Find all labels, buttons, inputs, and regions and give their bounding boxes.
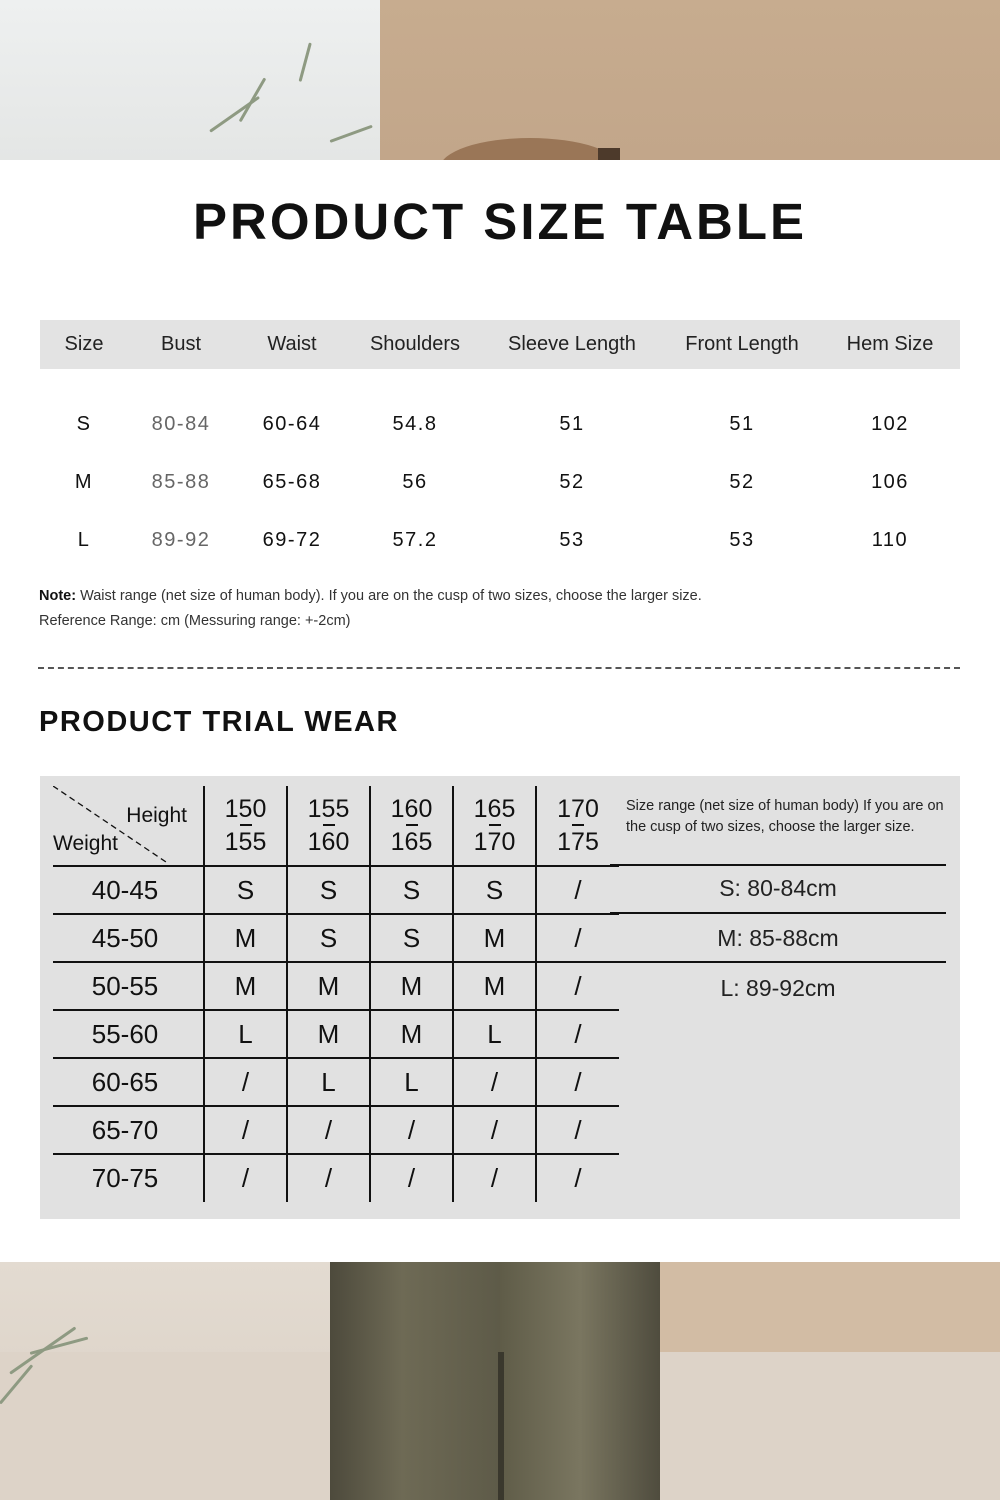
- cell-shoulders: 57.2: [392, 528, 438, 551]
- side-divider: [610, 864, 946, 866]
- size-cell: /: [536, 914, 619, 962]
- trial-wear-grid: [53, 786, 619, 1202]
- photo-wall: [380, 0, 1000, 160]
- note-reference: Reference Range: cm (Messuring range: +-2cm): [39, 613, 351, 629]
- size-cell: /: [287, 1154, 370, 1202]
- photo-sky: [0, 0, 380, 160]
- size-cell: /: [453, 1106, 536, 1154]
- weight-label-cell: 60-65: [53, 1058, 204, 1106]
- bottom-product-photo: [0, 1262, 1000, 1500]
- side-divider: [610, 961, 946, 963]
- size-cell: S: [370, 914, 453, 962]
- size-cell: /: [536, 1106, 619, 1154]
- photo-jeans-right-leg: [500, 1262, 660, 1500]
- note-text: Waist range (net size of human body). If you are on the cusp of two sizes, choose the larger size.: [76, 588, 702, 604]
- size-cell: M: [204, 914, 287, 962]
- size-cell: /: [370, 1106, 453, 1154]
- weight-label-cell: 70-75: [53, 1154, 204, 1202]
- cell-hem-size: 102: [871, 412, 909, 435]
- cell-size: S: [76, 412, 92, 435]
- size-cell: L: [204, 1010, 287, 1058]
- weight-label-cell: 40-45: [53, 866, 204, 914]
- weight-label-cell: 65-70: [53, 1106, 204, 1154]
- size-cell: L: [453, 1010, 536, 1058]
- cell-hem-size: 110: [871, 528, 909, 551]
- size-cell: /: [536, 962, 619, 1010]
- size-cell: /: [536, 866, 619, 914]
- photo-jeans-left-leg: [330, 1262, 510, 1500]
- weight-row: [53, 914, 619, 962]
- size-cell: S: [370, 866, 453, 914]
- note-label: Note:: [39, 588, 77, 604]
- cell-sleeve-length: 53: [559, 528, 585, 551]
- size-cell: S: [287, 914, 370, 962]
- size-table: [40, 320, 960, 569]
- photo-jeans-gap: [498, 1352, 504, 1500]
- size-cell: /: [370, 1154, 453, 1202]
- size-cell: /: [453, 1154, 536, 1202]
- size-cell: M: [287, 962, 370, 1010]
- weight-label: Weight: [53, 832, 118, 855]
- photo-wall: [620, 1262, 1000, 1352]
- table-row: [40, 395, 960, 453]
- cell-size: M: [74, 470, 94, 493]
- size-cell: /: [204, 1058, 287, 1106]
- range-s: S: 80-84cm: [719, 875, 837, 901]
- size-cell: /: [536, 1154, 619, 1202]
- header-shoulders: Shoulders: [350, 320, 480, 369]
- height-column-header: 155 160: [287, 786, 370, 866]
- cell-bust: 85-88: [151, 470, 211, 493]
- header-front-length: Front Length: [664, 320, 820, 369]
- size-cell: M: [370, 962, 453, 1010]
- cell-sleeve-length: 51: [559, 412, 585, 435]
- weight-label-cell: 55-60: [53, 1010, 204, 1058]
- range-m: M: 85-88cm: [717, 925, 839, 951]
- size-cell: M: [453, 962, 536, 1010]
- cell-bust: 80-84: [151, 412, 211, 435]
- size-cell: S: [287, 866, 370, 914]
- size-cell: /: [204, 1106, 287, 1154]
- weight-label-cell: 45-50: [53, 914, 204, 962]
- size-cell: S: [204, 866, 287, 914]
- weight-row: [53, 1010, 619, 1058]
- cell-hem-size: 106: [871, 470, 909, 493]
- cell-waist: 60-64: [262, 412, 322, 435]
- cell-size: L: [77, 528, 91, 551]
- size-cell: /: [536, 1058, 619, 1106]
- dashed-divider: [38, 667, 960, 669]
- weight-row: [53, 962, 619, 1010]
- cell-front-length: 52: [729, 470, 755, 493]
- size-cell: M: [370, 1010, 453, 1058]
- cell-shoulders: 56: [402, 470, 428, 493]
- photo-hat-band: [598, 148, 620, 160]
- height-column-header: 170 175: [536, 786, 619, 866]
- weight-row: [53, 1058, 619, 1106]
- cell-bust: 89-92: [151, 528, 211, 551]
- size-cell: M: [453, 914, 536, 962]
- side-divider: [610, 912, 946, 914]
- cell-shoulders: 54.8: [392, 412, 438, 435]
- height-column-header: 160 165: [370, 786, 453, 866]
- header-size: Size: [40, 320, 128, 369]
- cell-front-length: 53: [729, 528, 755, 551]
- weight-label-cell: 50-55: [53, 962, 204, 1010]
- size-cell: S: [453, 866, 536, 914]
- cell-waist: 69-72: [262, 528, 322, 551]
- size-cell: M: [204, 962, 287, 1010]
- page-title: PRODUCT SIZE TABLE: [192, 193, 808, 250]
- cell-front-length: 51: [729, 412, 755, 435]
- top-product-photo: [0, 0, 1000, 160]
- trial-side-note: Size range (net size of human body) If you are on the cusp of two sizes, choose the larger size.: [626, 798, 944, 835]
- header-sleeve-length: Sleeve Length: [480, 320, 664, 369]
- header-hem-size: Hem Size: [820, 320, 960, 369]
- cell-waist: 65-68: [262, 470, 322, 493]
- table-row: [40, 453, 960, 511]
- weight-row: [53, 1106, 619, 1154]
- table-row: [40, 511, 960, 569]
- weight-row: [53, 1154, 619, 1202]
- height-header-row: [53, 786, 619, 866]
- size-note: [39, 584, 702, 634]
- height-column-header: 150 155: [204, 786, 287, 866]
- height-column-header: 165 170: [453, 786, 536, 866]
- range-l: L: 89-92cm: [720, 975, 836, 1001]
- height-label: Height: [126, 804, 187, 827]
- trial-wear-title: PRODUCT TRIAL WEAR: [39, 706, 399, 738]
- header-waist: Waist: [234, 320, 350, 369]
- diagonal-header-cell: [53, 786, 204, 866]
- size-cell: /: [453, 1058, 536, 1106]
- size-cell: /: [287, 1106, 370, 1154]
- size-cell: L: [287, 1058, 370, 1106]
- size-table-header-row: [40, 320, 960, 369]
- header-bust: Bust: [128, 320, 234, 369]
- cell-sleeve-length: 52: [559, 470, 585, 493]
- size-cell: M: [287, 1010, 370, 1058]
- weight-row: [53, 866, 619, 914]
- size-cell: /: [204, 1154, 287, 1202]
- size-cell: /: [536, 1010, 619, 1058]
- size-cell: L: [370, 1058, 453, 1106]
